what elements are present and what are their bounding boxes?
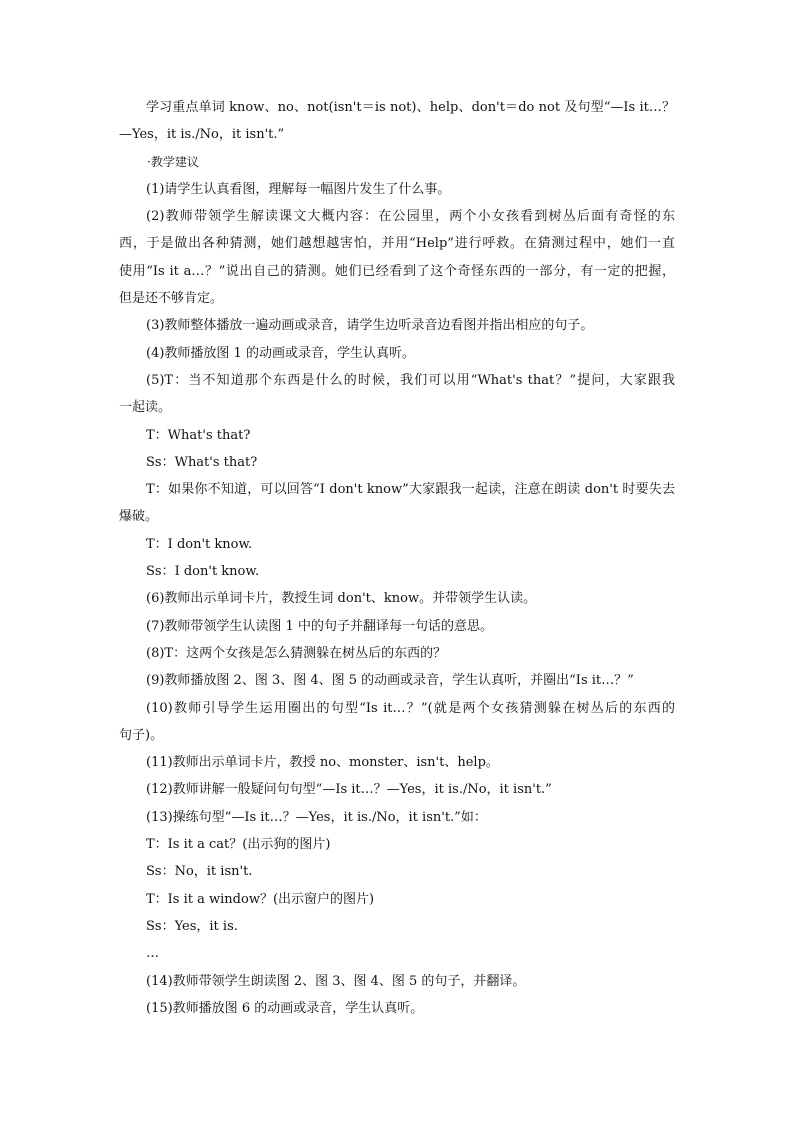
paragraph-line: (13)操练句型“—Is it…？—Yes，it is./No，it isn't.”如： [146,809,487,825]
paragraph-line: —Yes，it is./No，it isn't.” [119,127,285,143]
paragraph-line: 一起读。 [119,400,172,416]
paragraph-line: (1)请学生认真看图，理解每一幅图片发生了什么事。 [146,181,451,197]
dialogue-line: Ss：I don't know. [146,564,260,580]
paragraph-line: (8)T：这两个女孩是怎么猜测躲在树丛后的东西的？ [146,645,447,661]
dialogue-line: T：I don't know. [146,536,253,552]
paragraph-line: (5)T：当不知道那个东西是什么的时候，我们可以用“What's that？”提问，大家跟我 [146,372,675,388]
dialogue-line: T：Is it a window？(出示窗户的图片) [146,891,375,907]
paragraph-line: (9)教师播放图 2、图 3、图 4、图 5 的动画或录音，学生认真听，并圈出“Is it…？” [146,673,634,689]
paragraph-line: 句子)。 [119,727,164,743]
dialogue-line: Ss：What's that? [146,454,258,470]
paragraph-line: (6)教师出示单词卡片，教授生词 don't、know。并带领学生认读。 [146,591,537,607]
paragraph-line: 西，于是做出各种猜测，她们越想越害怕，并用“Help”进行呼救。在猜测过程中，她们一直 [119,236,675,252]
dialogue-line: T：Is it a cat？(出示狗的图片) [146,837,331,853]
ellipsis-line: … [146,946,159,962]
paragraph-line: (4)教师播放图 1 的动画或录音，学生认真听。 [146,345,415,361]
paragraph-line: (10)教师引导学生运用圈出的句型“Is it…？”(就是两个女孩猜测躲在树丛后的东西的 [146,700,675,716]
paragraph-line: 学习重点单词 know、no、not(isn't＝is not)、help、don't＝do not 及句型“—Is it…？ [146,100,675,115]
dialogue-line: T：What's that? [146,427,251,443]
section-heading: ·教学建议 [147,154,199,169]
paragraph-line: (15)教师播放图 6 的动画或录音，学生认真听。 [146,1000,424,1016]
paragraph-line: (12)教师讲解一般疑问句句型“—Is it…？—Yes，it is./No，it isn't.” [146,782,552,798]
document-page [119,94,675,1022]
paragraph-line: (2)教师带领学生解读课文大概内容：在公园里，两个小女孩看到树丛后面有奇怪的东 [146,209,675,225]
paragraph-line: (14)教师带领学生朗读图 2、图 3、图 4、图 5 的句子，并翻译。 [146,973,526,989]
dialogue-line: Ss：No，it isn't. [146,864,253,880]
paragraph-line: 使用“Is it a…？”说出自己的猜测。她们已经看到了这个奇怪东西的一部分，有一定的把握， [119,263,675,279]
paragraph-line: 爆破。 [119,509,159,525]
dialogue-line: Ss：Yes，it is. [146,918,238,934]
paragraph-line: (3)教师整体播放一遍动画或录音，请学生边听录音边看图并指出相应的句子。 [146,318,594,334]
paragraph-line: (11)教师出示单词卡片，教授 no、monster、isn't、help。 [146,755,499,771]
paragraph-line: (7)教师带领学生认读图 1 中的句子并翻译每一句话的意思。 [146,618,493,634]
paragraph-line: T：如果你不知道，可以回答“I don't know”大家跟我一起读，注意在朗读 don't 时要失去 [146,482,675,498]
paragraph-line: 但是还不够肯定。 [119,291,224,307]
